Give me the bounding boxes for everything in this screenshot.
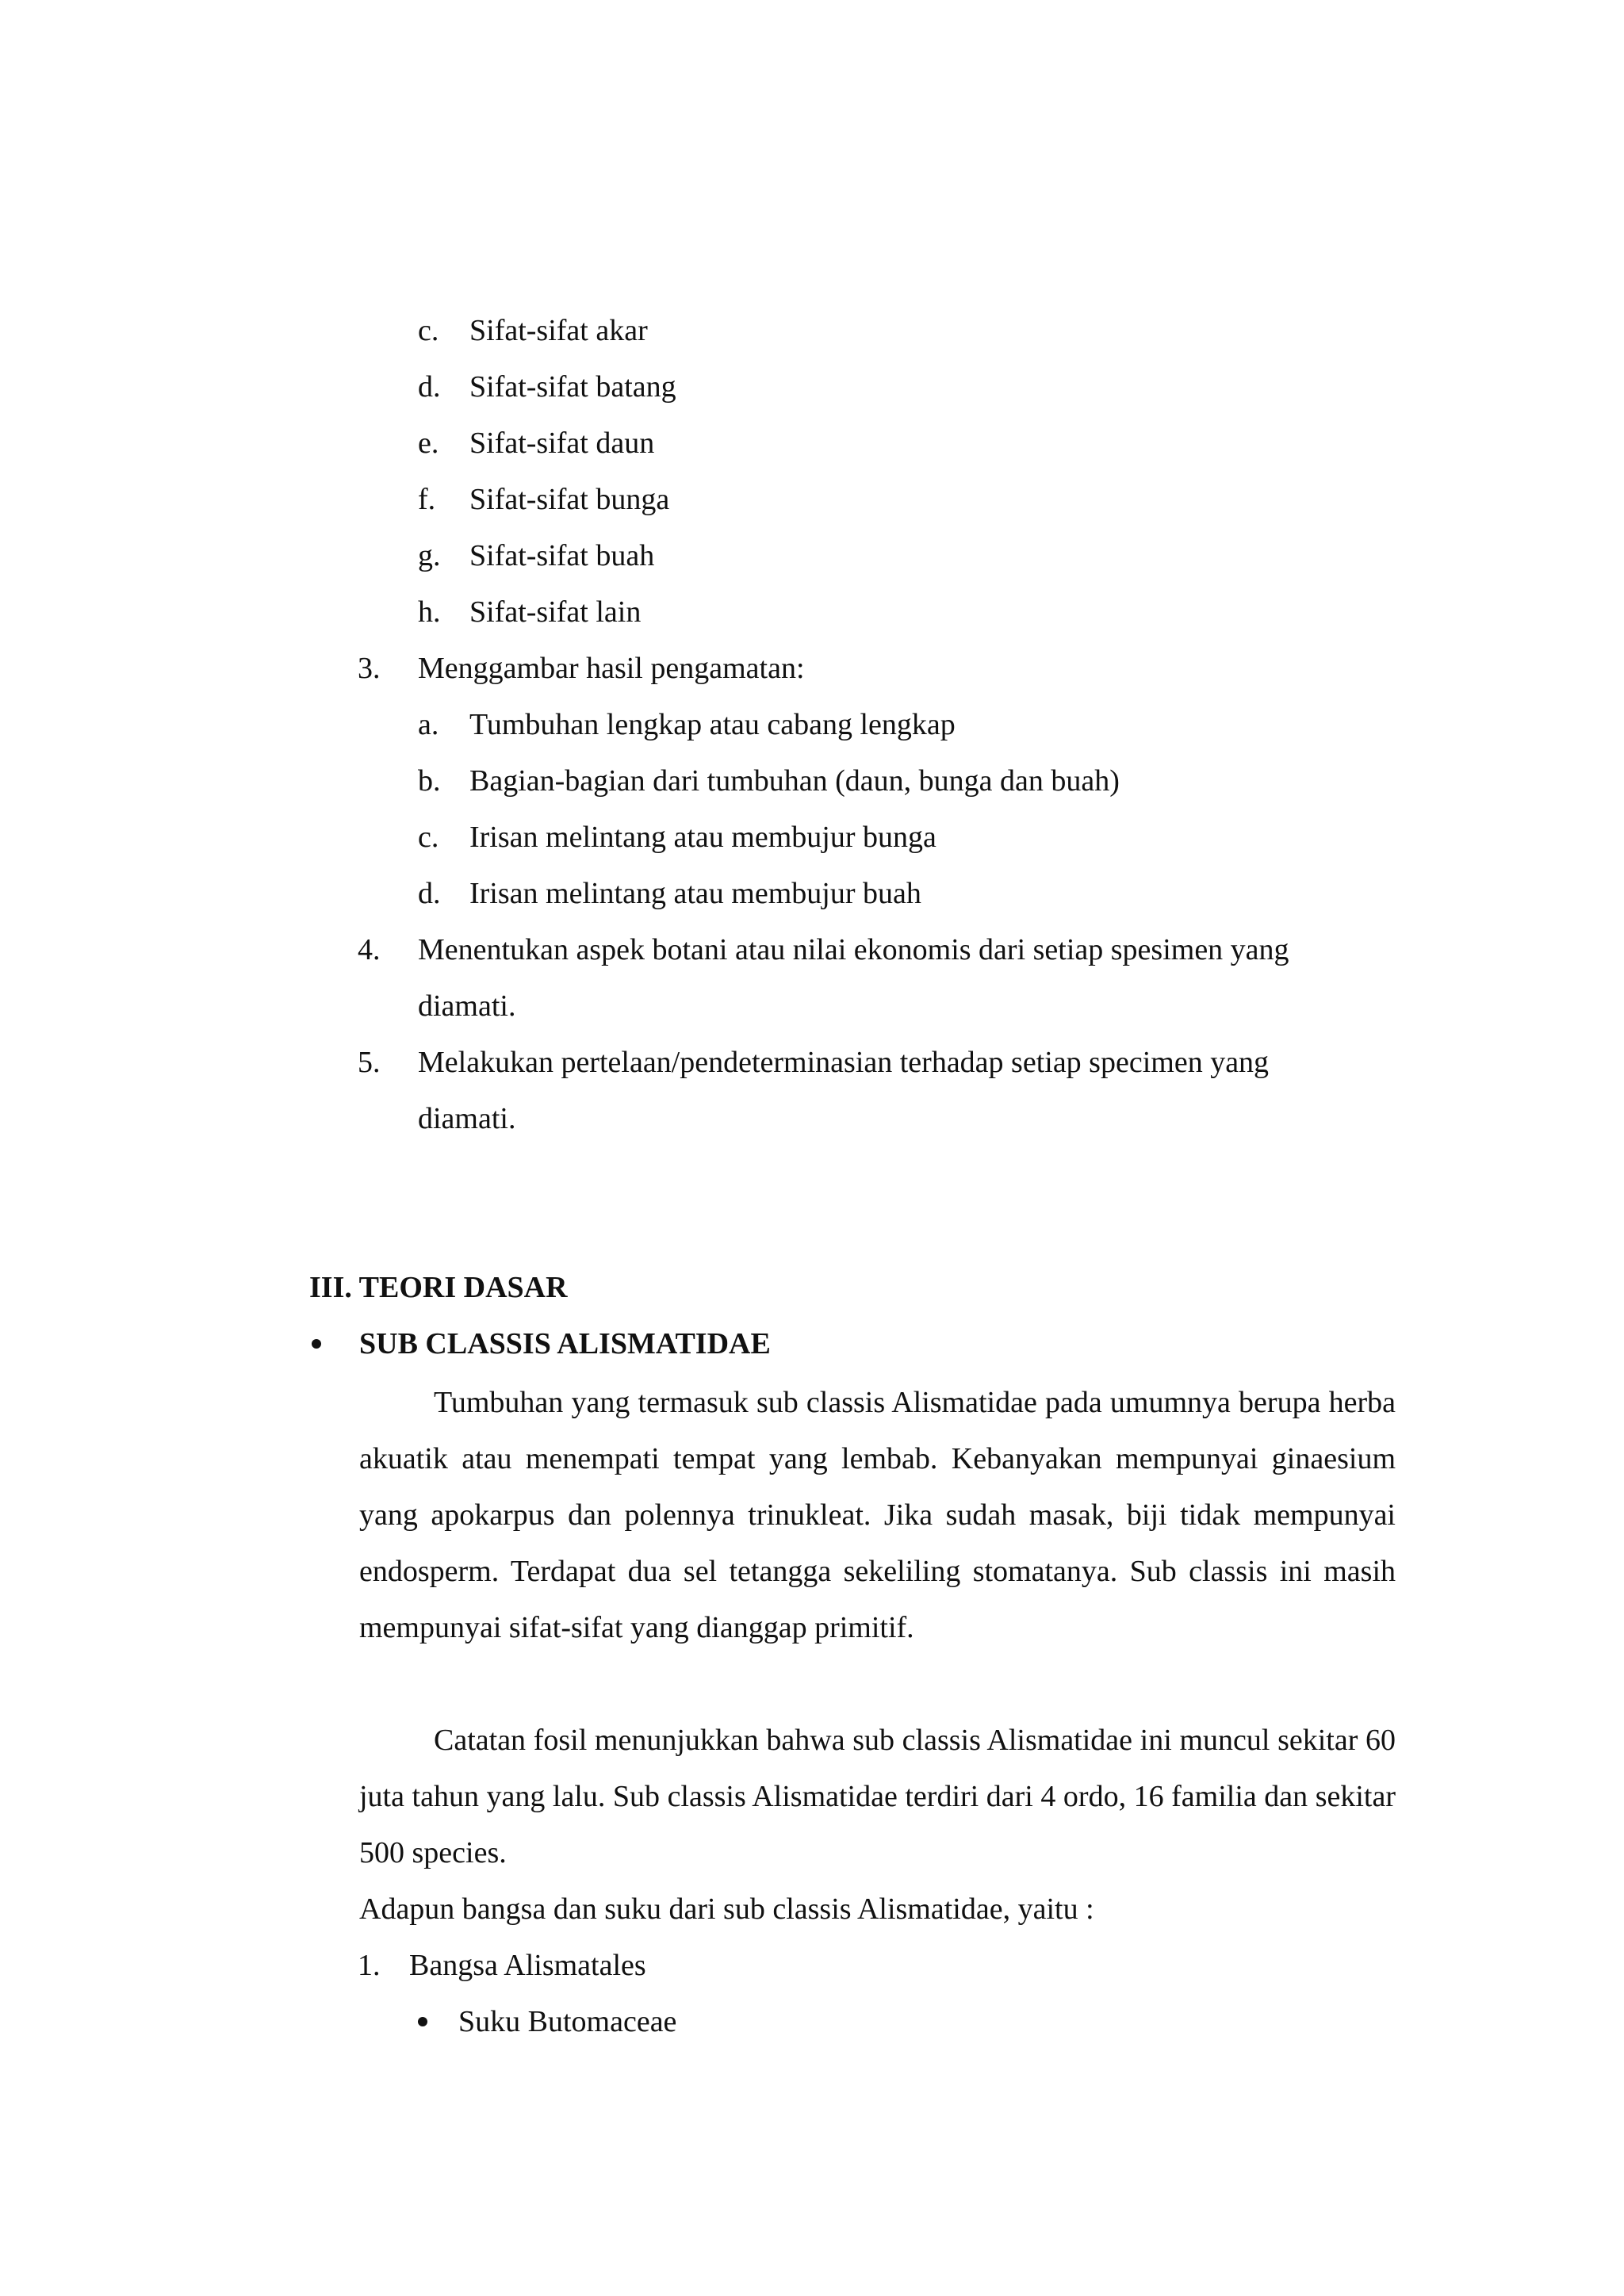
list-marker: g. [418, 539, 441, 572]
list-item-text: Irisan melintang atau membujur buah [469, 877, 921, 910]
list-item-text: Sifat-sifat batang [469, 370, 676, 404]
paragraph: Catatan fosil menunjukkan bahwa sub classis Alismatidae ini muncul sekitar 60 juta tahun yang lalu. Sub classis Alismatidae terdiri dari 4 ordo, 16 familia dan sekitar 500 species. [359, 1724, 1396, 1869]
list-item-text: Melakukan pertelaan/pendeterminasian terhadap setiap specimen yang [418, 1046, 1270, 1079]
family-item: Suku Butomaceae [458, 2005, 677, 2038]
list-item-text: diamati. [418, 989, 516, 1023]
list-marker: a. [418, 708, 439, 741]
bullet-icon [418, 2017, 427, 2026]
list-marker: 1. [358, 1949, 381, 1982]
subsection-heading: SUB CLASSIS ALISMATIDAE [359, 1327, 771, 1360]
list-item-text: Irisan melintang atau membujur bunga [469, 821, 936, 854]
list-item-text: Sifat-sifat buah [469, 539, 655, 572]
list-item-text: Sifat-sifat daun [469, 427, 655, 460]
list-marker: 5. [358, 1046, 381, 1079]
list-marker: e. [418, 427, 439, 460]
list-marker: f. [418, 483, 436, 516]
list-marker: b. [418, 764, 441, 798]
list-marker: 4. [358, 933, 381, 966]
bullet-icon [312, 1339, 321, 1349]
section-heading: III. TEORI DASAR [309, 1271, 568, 1304]
list-marker: d. [418, 877, 441, 910]
order-item: Bangsa Alismatales [409, 1949, 646, 1982]
list-item-text: Bagian-bagian dari tumbuhan (daun, bunga dan buah) [469, 764, 1120, 798]
intro-line: Adapun bangsa dan suku dari sub classis Alismatidae, yaitu : [359, 1892, 1094, 1926]
list-item-text: Menentukan aspek botani atau nilai ekonomis dari setiap spesimen yang [418, 933, 1289, 966]
list-item-text: Tumbuhan lengkap atau cabang lengkap [469, 708, 956, 741]
paragraph: Tumbuhan yang termasuk sub classis Alismatidae pada umumnya berupa herba akuatik atau menempati tempat yang lembab. Kebanyakan mempunyai ginaesium yang apokarpus dan polennya trinukleat. Jika sudah masak, biji tidak mempunyai endosperm. Terdapat dua sel tetangga sekeliling stomatanya. Sub classis ini masih mempunyai sifat-sifat yang dianggap primitif. [359, 1386, 1396, 1644]
list-marker: h. [418, 595, 441, 629]
list-item-text: Menggambar hasil pengamatan: [418, 652, 805, 685]
list-item-text: Sifat-sifat akar [469, 314, 648, 347]
list-item-text: Sifat-sifat lain [469, 595, 642, 629]
list-marker: c. [418, 821, 439, 854]
list-item-text: Sifat-sifat bunga [469, 483, 670, 516]
list-marker: d. [418, 370, 441, 404]
list-marker: c. [418, 314, 439, 347]
list-item-text: diamati. [418, 1102, 516, 1135]
list-marker: 3. [358, 652, 381, 685]
